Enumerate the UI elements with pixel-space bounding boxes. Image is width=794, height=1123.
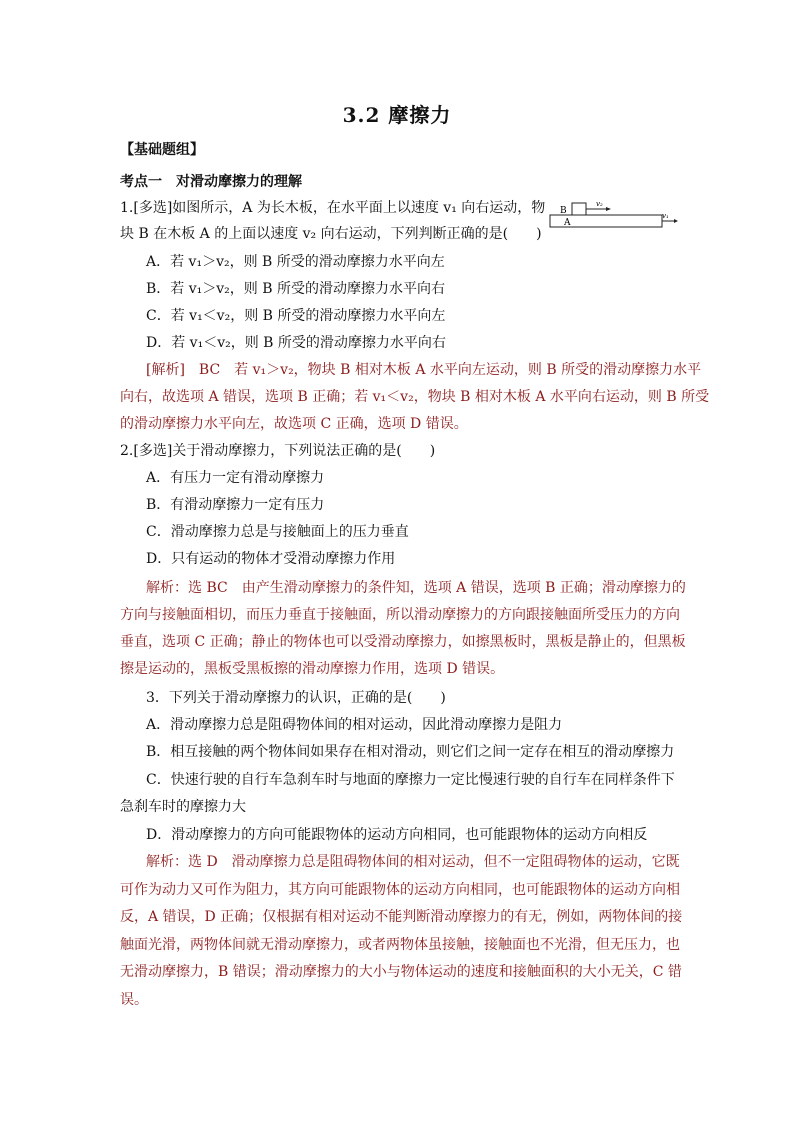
board-block-diagram [548,197,678,239]
q3-answer-line-6: 误。 [120,992,148,1008]
q2-answer-line-4: 擦是运动的，黑板受黑板擦的滑动摩擦力作用，选项 D 错误。 [120,661,505,677]
q1-option-d: D．若 v₁＜v₂，则 B 所受的滑动摩擦力水平向右 [146,335,446,351]
q3-answer-line-1: 解析：选 D 滑动摩擦力总是阻碍物体间的相对运动，但不一定阻碍物体的运动，它既 [146,854,680,870]
q3-answer-line-5: 无滑动摩擦力，B 错误；滑动摩擦力的大小与物体运动的速度和接触面积的大小无关，C 错 [120,964,682,980]
q3-stem: 3．下列关于滑动摩擦力的认识，正确的是( ) [146,690,446,706]
q1-option-a: A．若 v₁＞v₂，则 B 所受的滑动摩擦力水平向左 [146,254,445,270]
q3-option-c-line-1: C．快速行驶的自行车急刹车时与地面的摩擦力一定比慢速行驶的自行车在同样条件下 [146,772,675,788]
q2-option-b: B．有滑动摩擦力一定有压力 [146,497,325,513]
q3-option-b: B．相互接触的两个物体间如果存在相对滑动，则它们之间一定存在相互的滑动摩擦力 [146,744,675,760]
q2-answer-line-1: 解析：选 BC 由产生滑动摩擦力的条件知，选项 A 错误，选项 B 正确；滑动摩擦力的 [146,580,686,596]
q1-stem-line-2: 块 B 在木板 A 的上面以速度 v₂ 向右运动，下列判断正确的是( ) [120,226,542,242]
q2-option-d: D．只有运动的物体才受滑动摩擦力作用 [146,551,396,567]
q3-option-d: D．滑动摩擦力的方向可能跟物体的运动方向相同，也可能跟物体的运动方向相反 [146,827,648,843]
q1-answer-line-1: [解析] BC 若 v₁＞v₂，物块 B 相对木板 A 水平向左运动，则 B 所受的滑动摩擦力水平 [146,362,702,378]
q2-option-a: A．有压力一定有滑动摩擦力 [146,470,325,486]
q1-answer-line-2: 向右，故选项 A 错误，选项 B 正确；若 v₁＜v₂，物块 B 相对木板 A 水平向右运动，则 B 所受 [120,389,710,405]
q3-answer-line-2: 可作为动力又可作为阻力，其方向可能跟物体的运动方向相同，也可能跟物体的运动方向相 [120,882,680,898]
label-v2: v₂ [596,200,603,208]
q3-option-c-line-2: 急刹车时的摩擦力大 [120,799,246,815]
q2-answer-line-2: 方向与接触面相切，而压力垂直于接触面，所以滑动摩擦力的方向跟接触面所受压力的方向 [120,607,680,623]
section-heading: 【基础题组】 [120,142,204,158]
q1-option-c: C．若 v₁＜v₂，则 B 所受的滑动摩擦力水平向左 [146,308,446,324]
label-v1: v₁ [662,212,669,220]
q1-option-b: B．若 v₁＞v₂，则 B 所受的滑动摩擦力水平向右 [146,281,445,297]
label-b: B [560,206,567,216]
q3-option-a: A．滑动摩擦力总是阻碍物体间的相对运动，因此滑动摩擦力是阻力 [146,717,563,733]
q2-option-c: C．滑动摩擦力总是与接触面上的压力垂直 [146,524,409,540]
label-a: A [564,218,571,228]
q3-answer-line-3: 反，A 错误，D 正确；仅根据有相对运动不能判断滑动摩擦力的有无，例如，两物体间的接 [120,909,683,925]
q1-stem-line-1: 1.[多选]如图所示，A 为长木板，在水平面上以速度 v₁ 向右运动，物 [120,200,546,216]
q2-answer-line-3: 垂直，选项 C 正确；静止的物体也可以受滑动摩擦力，如擦黑板时，黑板是静止的，但黑板 [120,634,686,650]
page-title: 3.2 摩擦力 [342,103,452,127]
q3-answer-line-4: 触面光滑，两物体间就无滑动摩擦力，或者两物体虽接触，接触面也不光滑，但无压力，也 [120,937,680,953]
q2-stem: 2.[多选]关于滑动摩擦力，下列说法正确的是( ) [120,443,436,459]
topic-heading: 考点一 对滑动摩擦力的理解 [120,174,302,190]
q1-answer-line-3: 的滑动摩擦力水平向左，故选项 C 正确，选项 D 错误。 [120,416,468,432]
